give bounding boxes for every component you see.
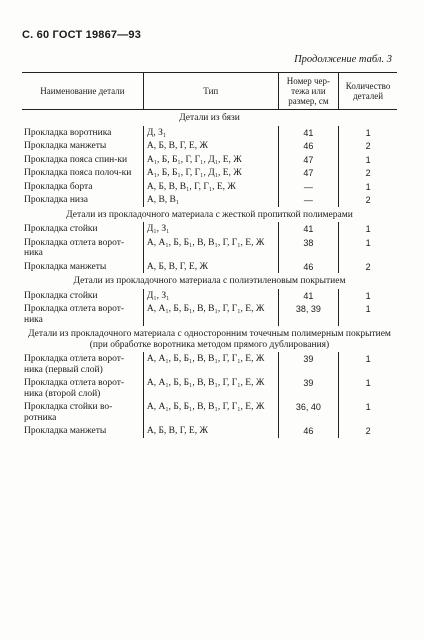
table-row bbox=[22, 193, 397, 207]
part-count-cell: 1 bbox=[365, 354, 371, 364]
part-type-cell: А₁, Б, Б₁, Г, Г₁, Д₁, Е, Ж bbox=[143, 153, 278, 167]
drawing-number-cell: 47 bbox=[278, 166, 338, 180]
table-row bbox=[22, 302, 397, 326]
table-row bbox=[22, 424, 397, 438]
table-row bbox=[22, 376, 397, 400]
part-count-cell: 2 bbox=[365, 141, 371, 151]
page-header: С. 60 ГОСТ 19867—93 bbox=[22, 29, 142, 41]
drawing-number-cell: 47 bbox=[278, 153, 338, 167]
part-count-cell: 1 bbox=[365, 154, 371, 165]
part-type-cell: Д, З₁ bbox=[143, 126, 278, 140]
section-title: Детали из прокладочного материала с жесткой пропиткой полимерами bbox=[66, 209, 353, 220]
part-type-cell: А, А₁, Б, Б₁, В, В₁, Г, Г₁, Е, Ж bbox=[143, 352, 278, 376]
part-name-cell: Прокладка отлета ворот-ника (второй слой) bbox=[24, 378, 125, 399]
part-type-cell: А, Б, В, Г, Е, Ж bbox=[143, 139, 278, 153]
part-count-cell: 2 bbox=[365, 261, 371, 272]
table-row bbox=[22, 180, 397, 194]
table-row bbox=[22, 222, 397, 236]
drawing-number-cell: — bbox=[278, 180, 338, 194]
table-section-header bbox=[22, 273, 397, 289]
part-type-cell: А, В, В₁ bbox=[143, 193, 278, 207]
part-count-cell: 1 bbox=[365, 181, 371, 192]
table-row bbox=[22, 139, 397, 153]
column-header-name: Наименование детали bbox=[22, 73, 143, 110]
column-header-type: Тип bbox=[143, 73, 278, 110]
table-body bbox=[22, 110, 397, 438]
part-name-cell: Прокладка манжеты bbox=[24, 141, 107, 151]
part-name-cell: Прокладка манжеты bbox=[24, 261, 107, 272]
part-name-cell: Прокладка низа bbox=[24, 195, 88, 205]
part-name-cell: Прокладка отлета ворот-ника bbox=[24, 237, 125, 258]
part-name-cell: Прокладка манжеты bbox=[24, 426, 107, 436]
part-name-cell: Прокладка стойки bbox=[24, 290, 98, 301]
table-row bbox=[22, 126, 397, 140]
table-section-header bbox=[22, 110, 397, 126]
part-count-cell: 1 bbox=[365, 224, 371, 234]
parts-table bbox=[22, 72, 397, 438]
drawing-number-cell: — bbox=[278, 193, 338, 207]
drawing-number-cell: 41 bbox=[278, 289, 338, 303]
part-name-cell: Прокладка стойки bbox=[24, 224, 98, 234]
part-count-cell: 2 bbox=[365, 426, 371, 436]
part-type-cell: А, А₁, Б, Б₁, В, В₁, Г, Г₁, Е, Ж bbox=[143, 302, 278, 326]
part-name-cell: Прокладка стойки во-ротника bbox=[24, 402, 113, 423]
part-type-cell: А, Б, В, В₁, Г, Г₁, Е, Ж bbox=[143, 180, 278, 194]
part-type-cell: А, Б, В, Г, Е, Ж bbox=[143, 260, 278, 274]
part-count-cell: 1 bbox=[365, 127, 371, 138]
part-type-cell: А, А₁, Б, Б₁, В, В₁, Г, Г₁, Е, Ж bbox=[143, 400, 278, 424]
table-row bbox=[22, 153, 397, 167]
section-title: Детали из прокладочного материала с полиэтиленовым покрытием bbox=[73, 276, 346, 286]
section-title: Детали из бязи bbox=[179, 113, 240, 123]
column-header-count: Количество деталей bbox=[339, 73, 397, 110]
table-continuation-caption: Продолжение табл. 3 bbox=[294, 54, 392, 65]
part-type-cell: А, А₁, Б, Б₁, В, В₁, Г, Г₁, Е, Ж bbox=[143, 376, 278, 400]
part-type-cell: А, Б, В, Г, Е, Ж bbox=[143, 424, 278, 438]
table-row bbox=[22, 400, 397, 424]
part-count-cell: 1 bbox=[365, 290, 371, 301]
part-count-cell: 2 bbox=[365, 195, 371, 205]
part-name-cell: Прокладка отлета ворот-ника (первый слой) bbox=[24, 354, 125, 375]
drawing-number-cell: 46 bbox=[278, 139, 338, 153]
drawing-number-cell: 39 bbox=[278, 352, 338, 376]
part-type-cell: А₁, Б, Б₁, Г, Г₁, Д₁, Е, Ж bbox=[143, 166, 278, 180]
drawing-number-cell: 38 bbox=[278, 236, 338, 260]
column-header-drawing: Номер чер-тежа или размер, см bbox=[278, 73, 338, 110]
table-row bbox=[22, 289, 397, 303]
drawing-number-cell: 41 bbox=[278, 222, 338, 236]
part-type-cell: Д₁, З₁ bbox=[143, 222, 278, 236]
drawing-number-cell: 36, 40 bbox=[278, 400, 338, 424]
table-row bbox=[22, 236, 397, 260]
table-header-row bbox=[22, 73, 397, 110]
drawing-number-cell: 46 bbox=[278, 260, 338, 274]
drawing-number-cell: 38, 39 bbox=[278, 302, 338, 326]
table-row bbox=[22, 166, 397, 180]
part-name-cell: Прокладка борта bbox=[24, 181, 93, 192]
drawing-number-cell: 41 bbox=[278, 126, 338, 140]
part-name-cell: Прокладка воротника bbox=[24, 127, 112, 138]
drawing-number-cell: 39 bbox=[278, 376, 338, 400]
table-section-header bbox=[22, 326, 397, 352]
part-type-cell: А, А₁, Б, Б₁, В, В₁, Г, Г₁, Е, Ж bbox=[143, 236, 278, 260]
part-count-cell: 2 bbox=[365, 168, 371, 178]
part-type-cell: Д₁, З₁ bbox=[143, 289, 278, 303]
part-count-cell: 1 bbox=[365, 304, 371, 314]
part-name-cell: Прокладка отлета ворот-ника bbox=[24, 304, 125, 325]
table-section-header bbox=[22, 207, 397, 223]
part-count-cell: 1 bbox=[365, 402, 371, 412]
part-count-cell: 1 bbox=[365, 378, 371, 388]
part-name-cell: Прокладка пояса спин-ки bbox=[24, 154, 128, 165]
section-title: Детали из прокладочного материала с односторонним точечным полимерным покрытием (при обработке воротника методом прямого дублирования) bbox=[28, 329, 391, 350]
part-count-cell: 1 bbox=[365, 237, 371, 248]
part-name-cell: Прокладка пояса полоч-ки bbox=[24, 168, 132, 178]
table-row bbox=[22, 352, 397, 376]
drawing-number-cell: 46 bbox=[278, 424, 338, 438]
table-row bbox=[22, 260, 397, 274]
